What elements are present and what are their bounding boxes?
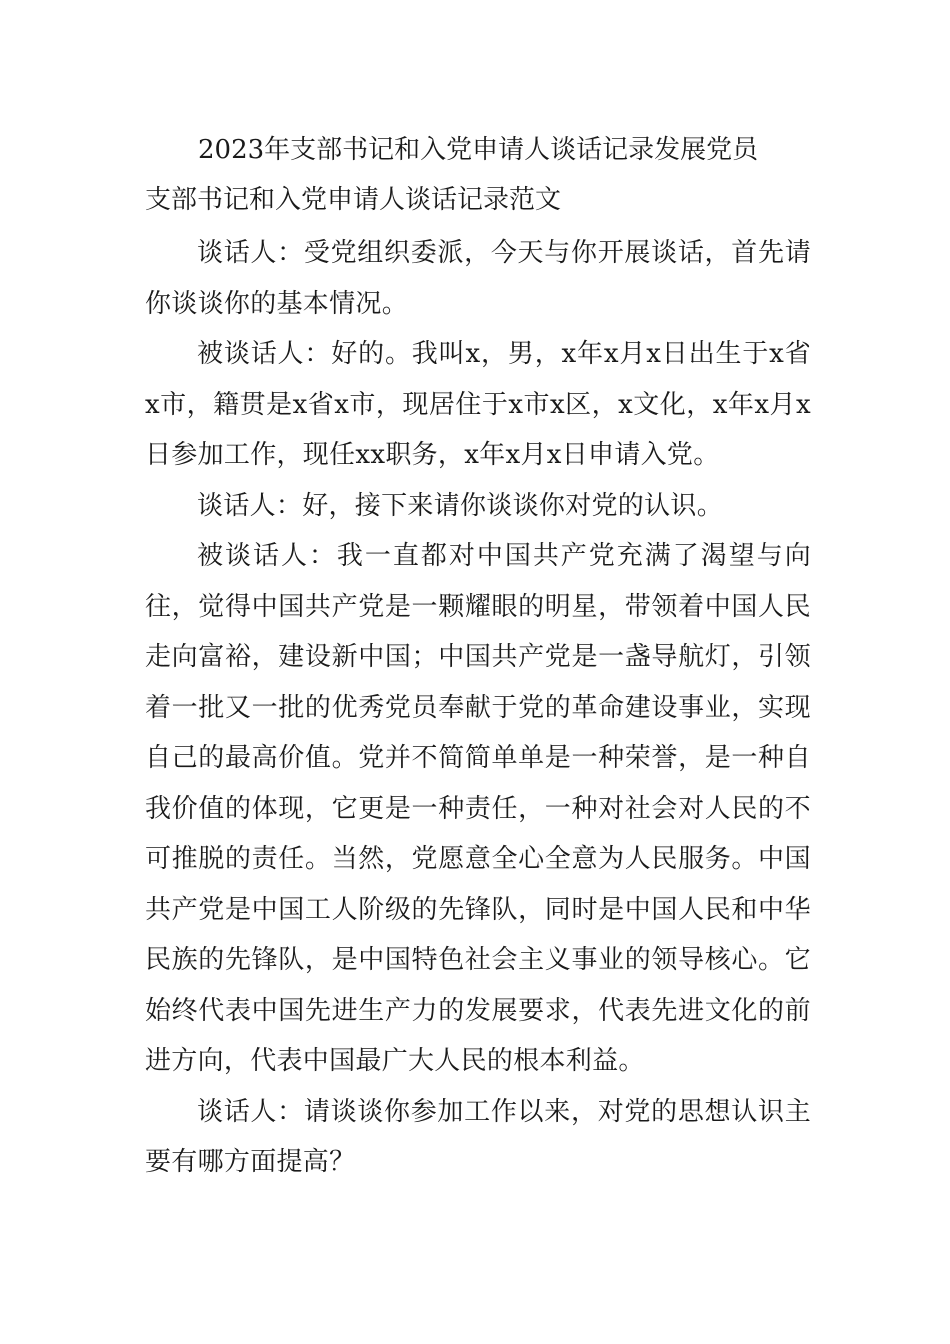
paragraph-interviewee-basic-info: 被谈话人：好的。我叫x，男，x年x月x日出生于x省x市，籍贯是x省x市，现居住于x市x区，x文化，x年x月x日参加工作，现任xx职务，x年x月x日申请入党。 xyxy=(145,339,811,470)
document-subtitle: 支部书记和入党申请人谈话记录范文 xyxy=(145,185,562,215)
document-body xyxy=(145,228,811,1188)
paragraph-interviewer-intro: 谈话人：受党组织委派，今天与你开展谈话，首先请你谈谈你的基本情况。 xyxy=(145,238,811,319)
paragraph-interviewer-question: 谈话人：好，接下来请你谈谈你对党的认识。 xyxy=(197,490,724,521)
paragraph-interviewee-understanding: 被谈话人：我一直都对中国共产党充满了渴望与向往，觉得中国共产党是一颗耀眼的明星，带领着中国人民走向富裕，建设新中国；中国共产党是一盏导航灯，引领着一批又一批的优秀党员奉献于党的革命建设事业，实现自己的最高价值。党并不简简单单是一种荣誉，是一种自我价值的体现，它更是一种责任，一种对社会对人民的不可推脱的责任。当然，党愿意全心全意为人民服务。中国共产党是中国工人阶级的先锋队，同时是中国人民和中华民族的先锋队，是中国特色社会主义事业的领导核心。它始终代表中国先进生产力的发展要求，代表先进文化的前进方向，代表中国最广大人民的根本利益。 xyxy=(145,541,811,1076)
paragraph-interviewer-followup: 谈话人：请谈谈你参加工作以来，对党的思想认识主要有哪方面提高？ xyxy=(145,1096,811,1177)
document-title: 2023年支部书记和入党申请人谈话记录发展党员 xyxy=(198,135,759,165)
